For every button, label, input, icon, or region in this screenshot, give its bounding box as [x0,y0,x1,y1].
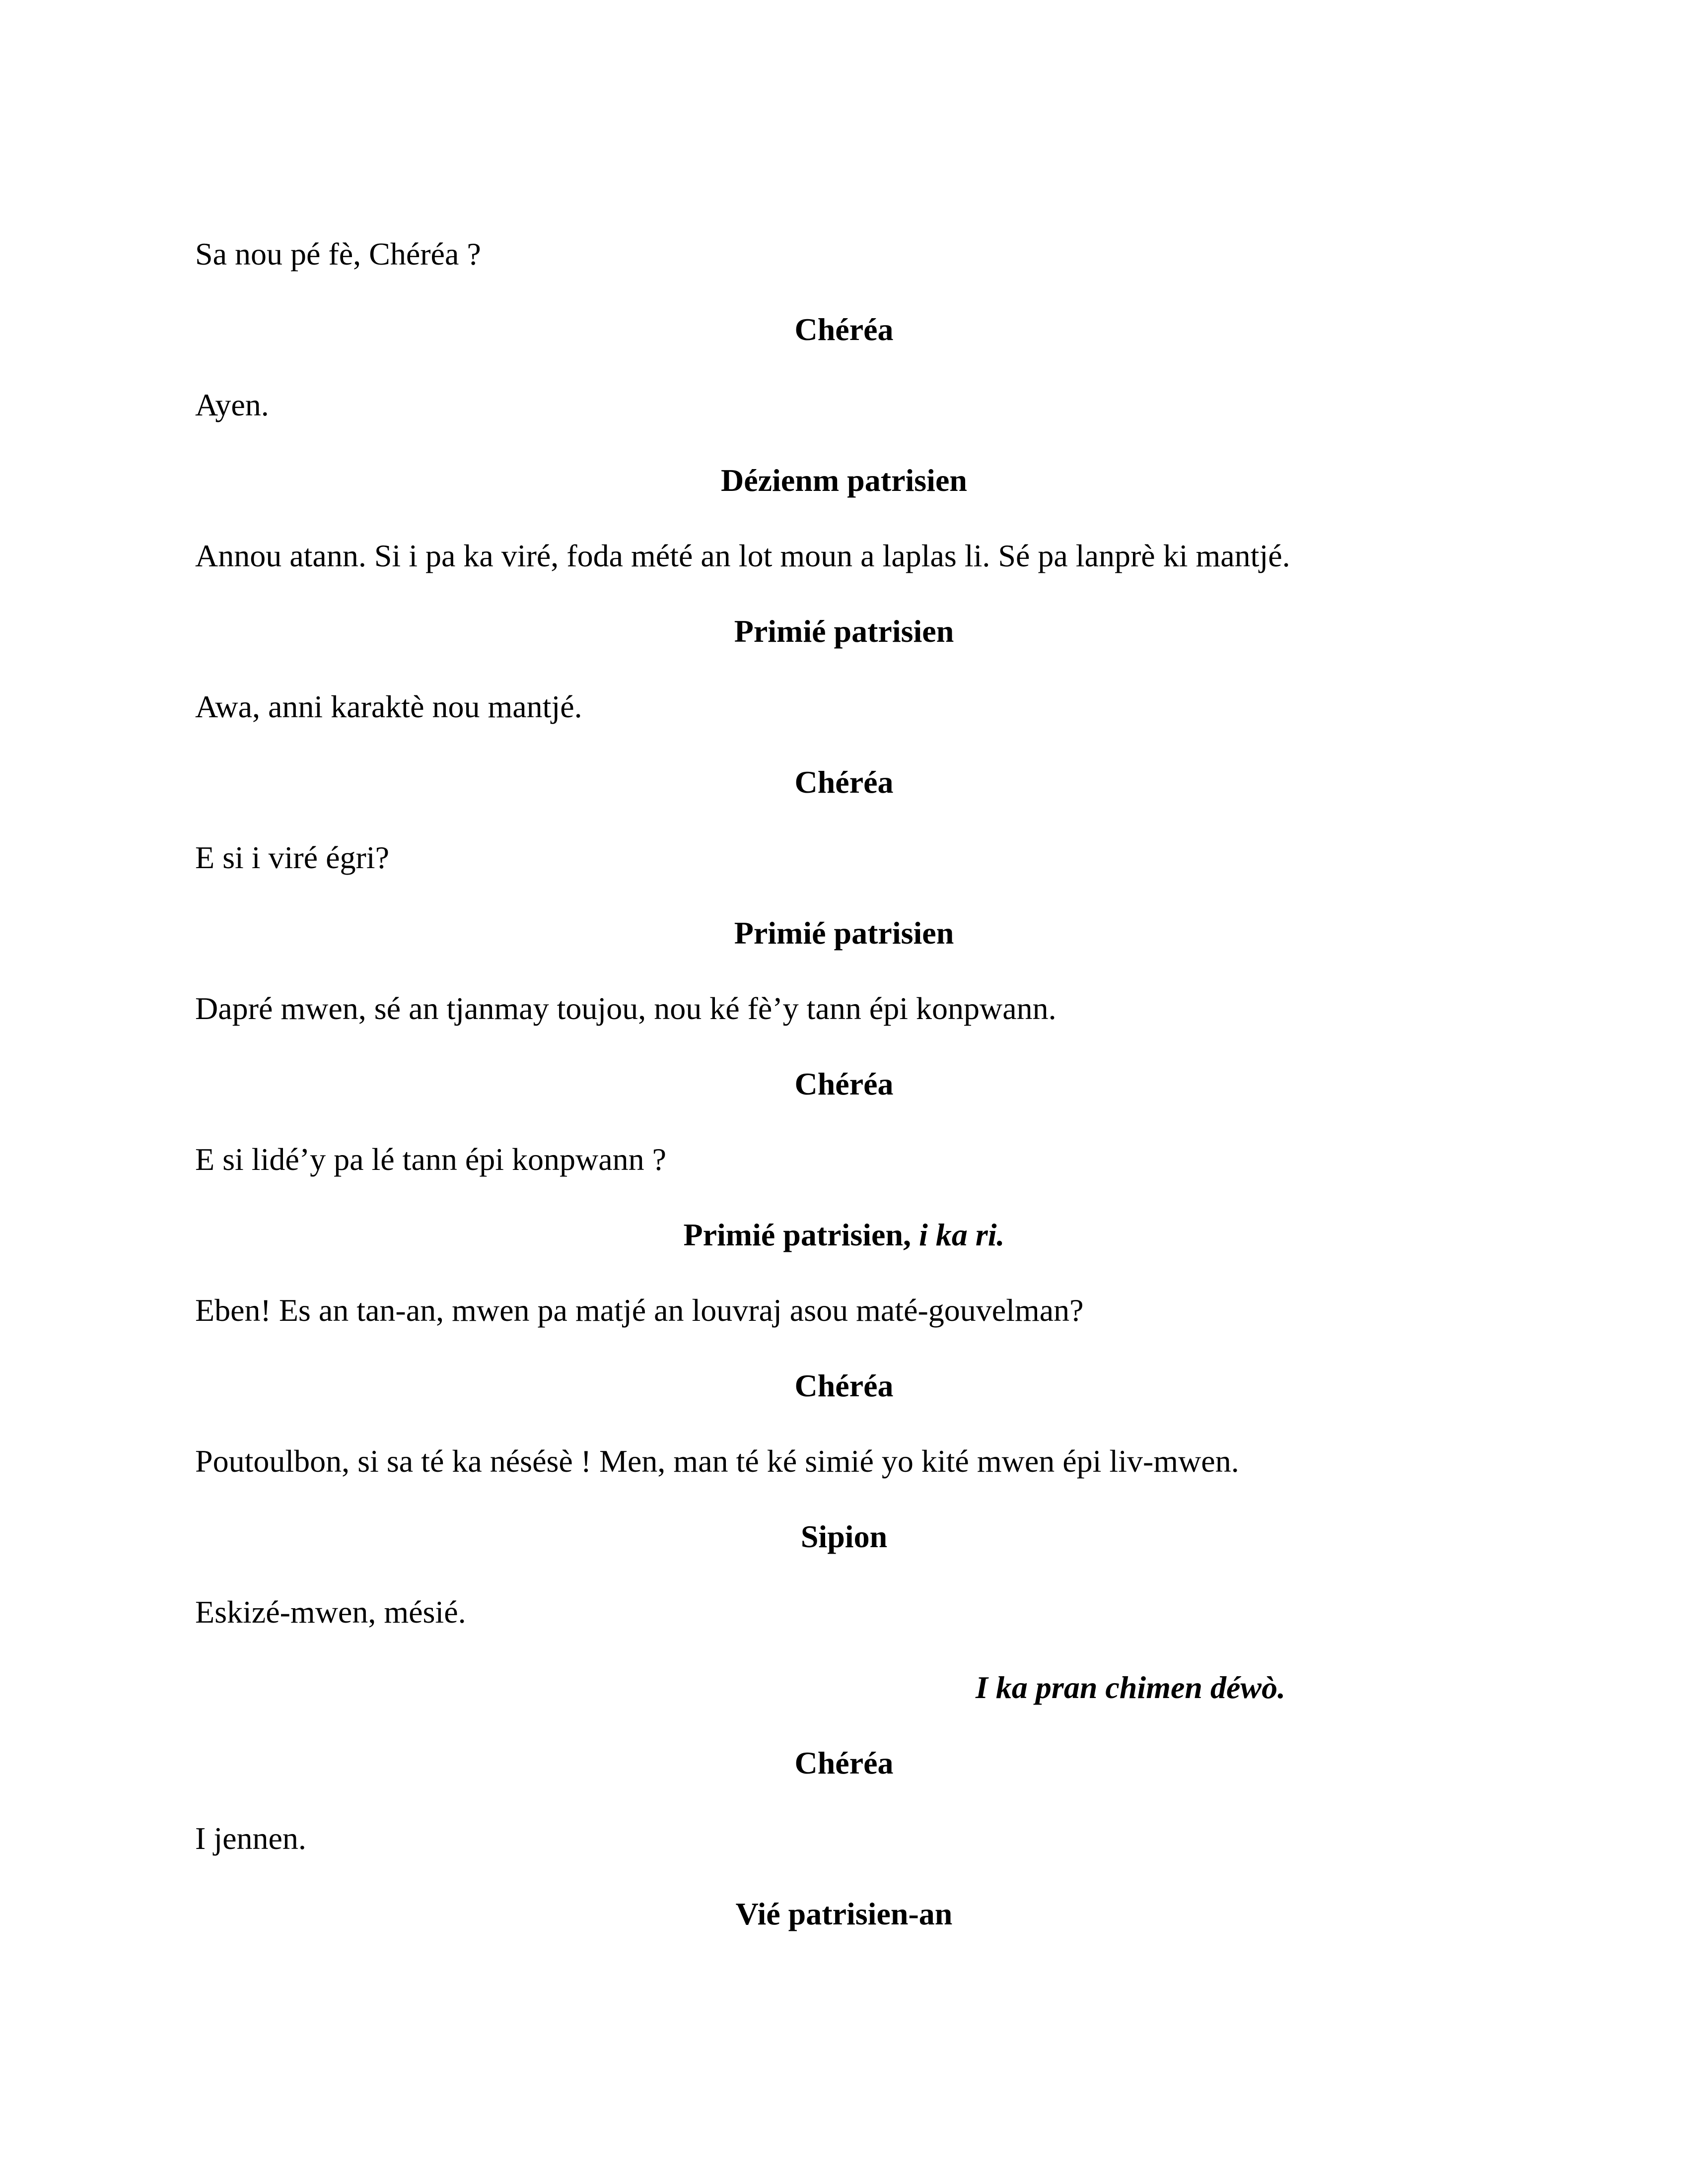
speaker-name: Chéréa [794,1066,894,1101]
speaker-name: Chéréa [794,764,894,800]
stage-direction: I ka pran chimen déwò. [976,1670,1286,1705]
speaker-name: Chéréa [794,312,894,347]
speaker-name: Chéréa [794,1368,894,1403]
dialogue-line: Annou atann. Si i pa ka viré, foda mété an lot moun a laplas li. Sé pa lanprè ki mantjé. [195,538,1290,573]
speaker-name-with-aside [0,1215,1688,1255]
dialogue-line: Poutoulbon, si sa té ka nésésè ! Men, man té ké simié yo kité mwen épi liv-mwen. [195,1443,1239,1479]
dialogue-line: I jennen. [195,1821,306,1856]
dialogue-line: Sa nou pé fè, Chéréa ? [195,236,481,272]
dialogue-line: E si lidé’y pa lé tann épi konpwann ? [195,1142,667,1177]
speaker-name: Vié patrisien-an [735,1896,953,1931]
speaker-name: Sipion [800,1519,888,1554]
dialogue-line: Dapré mwen, sé an tjanmay toujou, nou ké fè’y tann épi konpwann. [195,991,1056,1026]
stage-direction-aside: i ka ri. [911,1217,1005,1252]
speaker-name: Primié patrisien [734,614,954,649]
speaker-name: Chéréa [794,1745,894,1780]
dialogue-line: E si i viré égri? [195,840,389,875]
dialogue-line: Awa, anni karaktè nou mantjé. [195,689,582,724]
dialogue-line: Eskizé-mwen, mésié. [195,1594,466,1630]
speaker-name: Dézienm patrisien [721,463,967,498]
speaker-name: Primié patrisien [734,915,954,951]
dialogue-line: Eben! Es an tan-an, mwen pa matjé an louvraj asou maté-gouvelman? [195,1293,1084,1328]
dialogue-line: Ayen. [195,387,269,422]
speaker-name: Primié patrisien, [683,1217,912,1252]
